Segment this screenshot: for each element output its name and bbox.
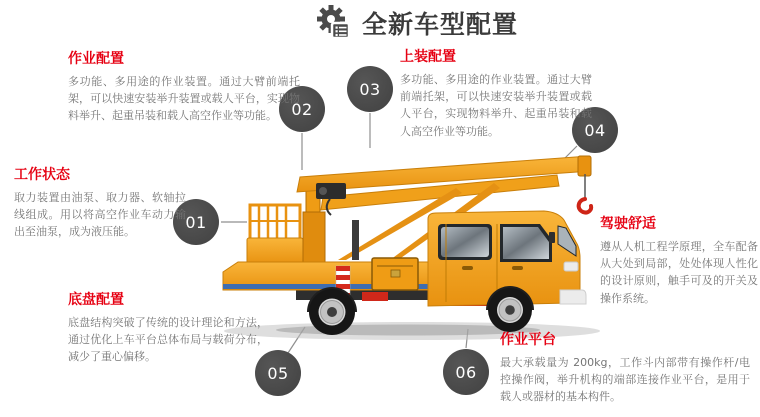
feature-section-work-status [14, 168, 186, 241]
callout-badge-01: 01 [173, 199, 219, 245]
feature-section-chassis-config [68, 293, 268, 366]
feature-section-work-config [68, 52, 300, 125]
callout-badge-04: 04 [572, 107, 618, 153]
section-title: 驾驶舒适 [600, 216, 656, 232]
section-body: 多功能、多用途的作业装置。通过大臂前端托架，可以快速安装举升装置或载人平台，实现物料举升、起重吊装和载人高空作业等功能。 [400, 73, 592, 138]
section-title: 上装配置 [400, 49, 456, 65]
truck-illustration [223, 156, 600, 340]
section-title: 作业配置 [68, 51, 124, 67]
section-body: 遵从人机工程学原理，全车配备从大处到局部，处处体现人性化的设计原则，触手可及的开关及操作系统。 [600, 240, 758, 305]
callout-badge-06: 06 [443, 349, 489, 395]
page-header [316, 5, 518, 41]
callout-badge-03: 03 [347, 66, 393, 112]
feature-section-top-config [400, 50, 592, 140]
section-title: 工作状态 [14, 167, 70, 183]
section-body: 多功能、多用途的作业装置。通过大臂前端托架，可以快速安装举升装置或载人平台，实现物料举升、起重吊装和载人高空作业等功能。 [68, 75, 300, 123]
section-body: 取力装置由油泵、取力器、软轴拉线组成。用以将高空作业车动力输出至油泵，成为液压能。 [14, 191, 186, 239]
section-title: 底盘配置 [68, 292, 124, 308]
callout-badge-05: 05 [255, 350, 301, 396]
section-title: 作业平台 [500, 332, 556, 348]
gear-list-icon [316, 5, 352, 41]
section-body: 最大承载量为 200kg，工作斗内部带有操作杆/电控操作阀，举升机构的端部连接作业平台，是用于载人或器材的基本构件。 [500, 356, 750, 404]
feature-section-work-platform [500, 333, 750, 406]
page-title: 全新车型配置 [362, 10, 519, 39]
feature-section-drive-comfort [600, 217, 758, 307]
section-body: 底盘结构突破了传统的设计理论和方法，通过优化上车平台总体布局与载荷分布，减少了重心偏移。 [68, 316, 268, 364]
callout-badge-02: 02 [279, 86, 325, 132]
